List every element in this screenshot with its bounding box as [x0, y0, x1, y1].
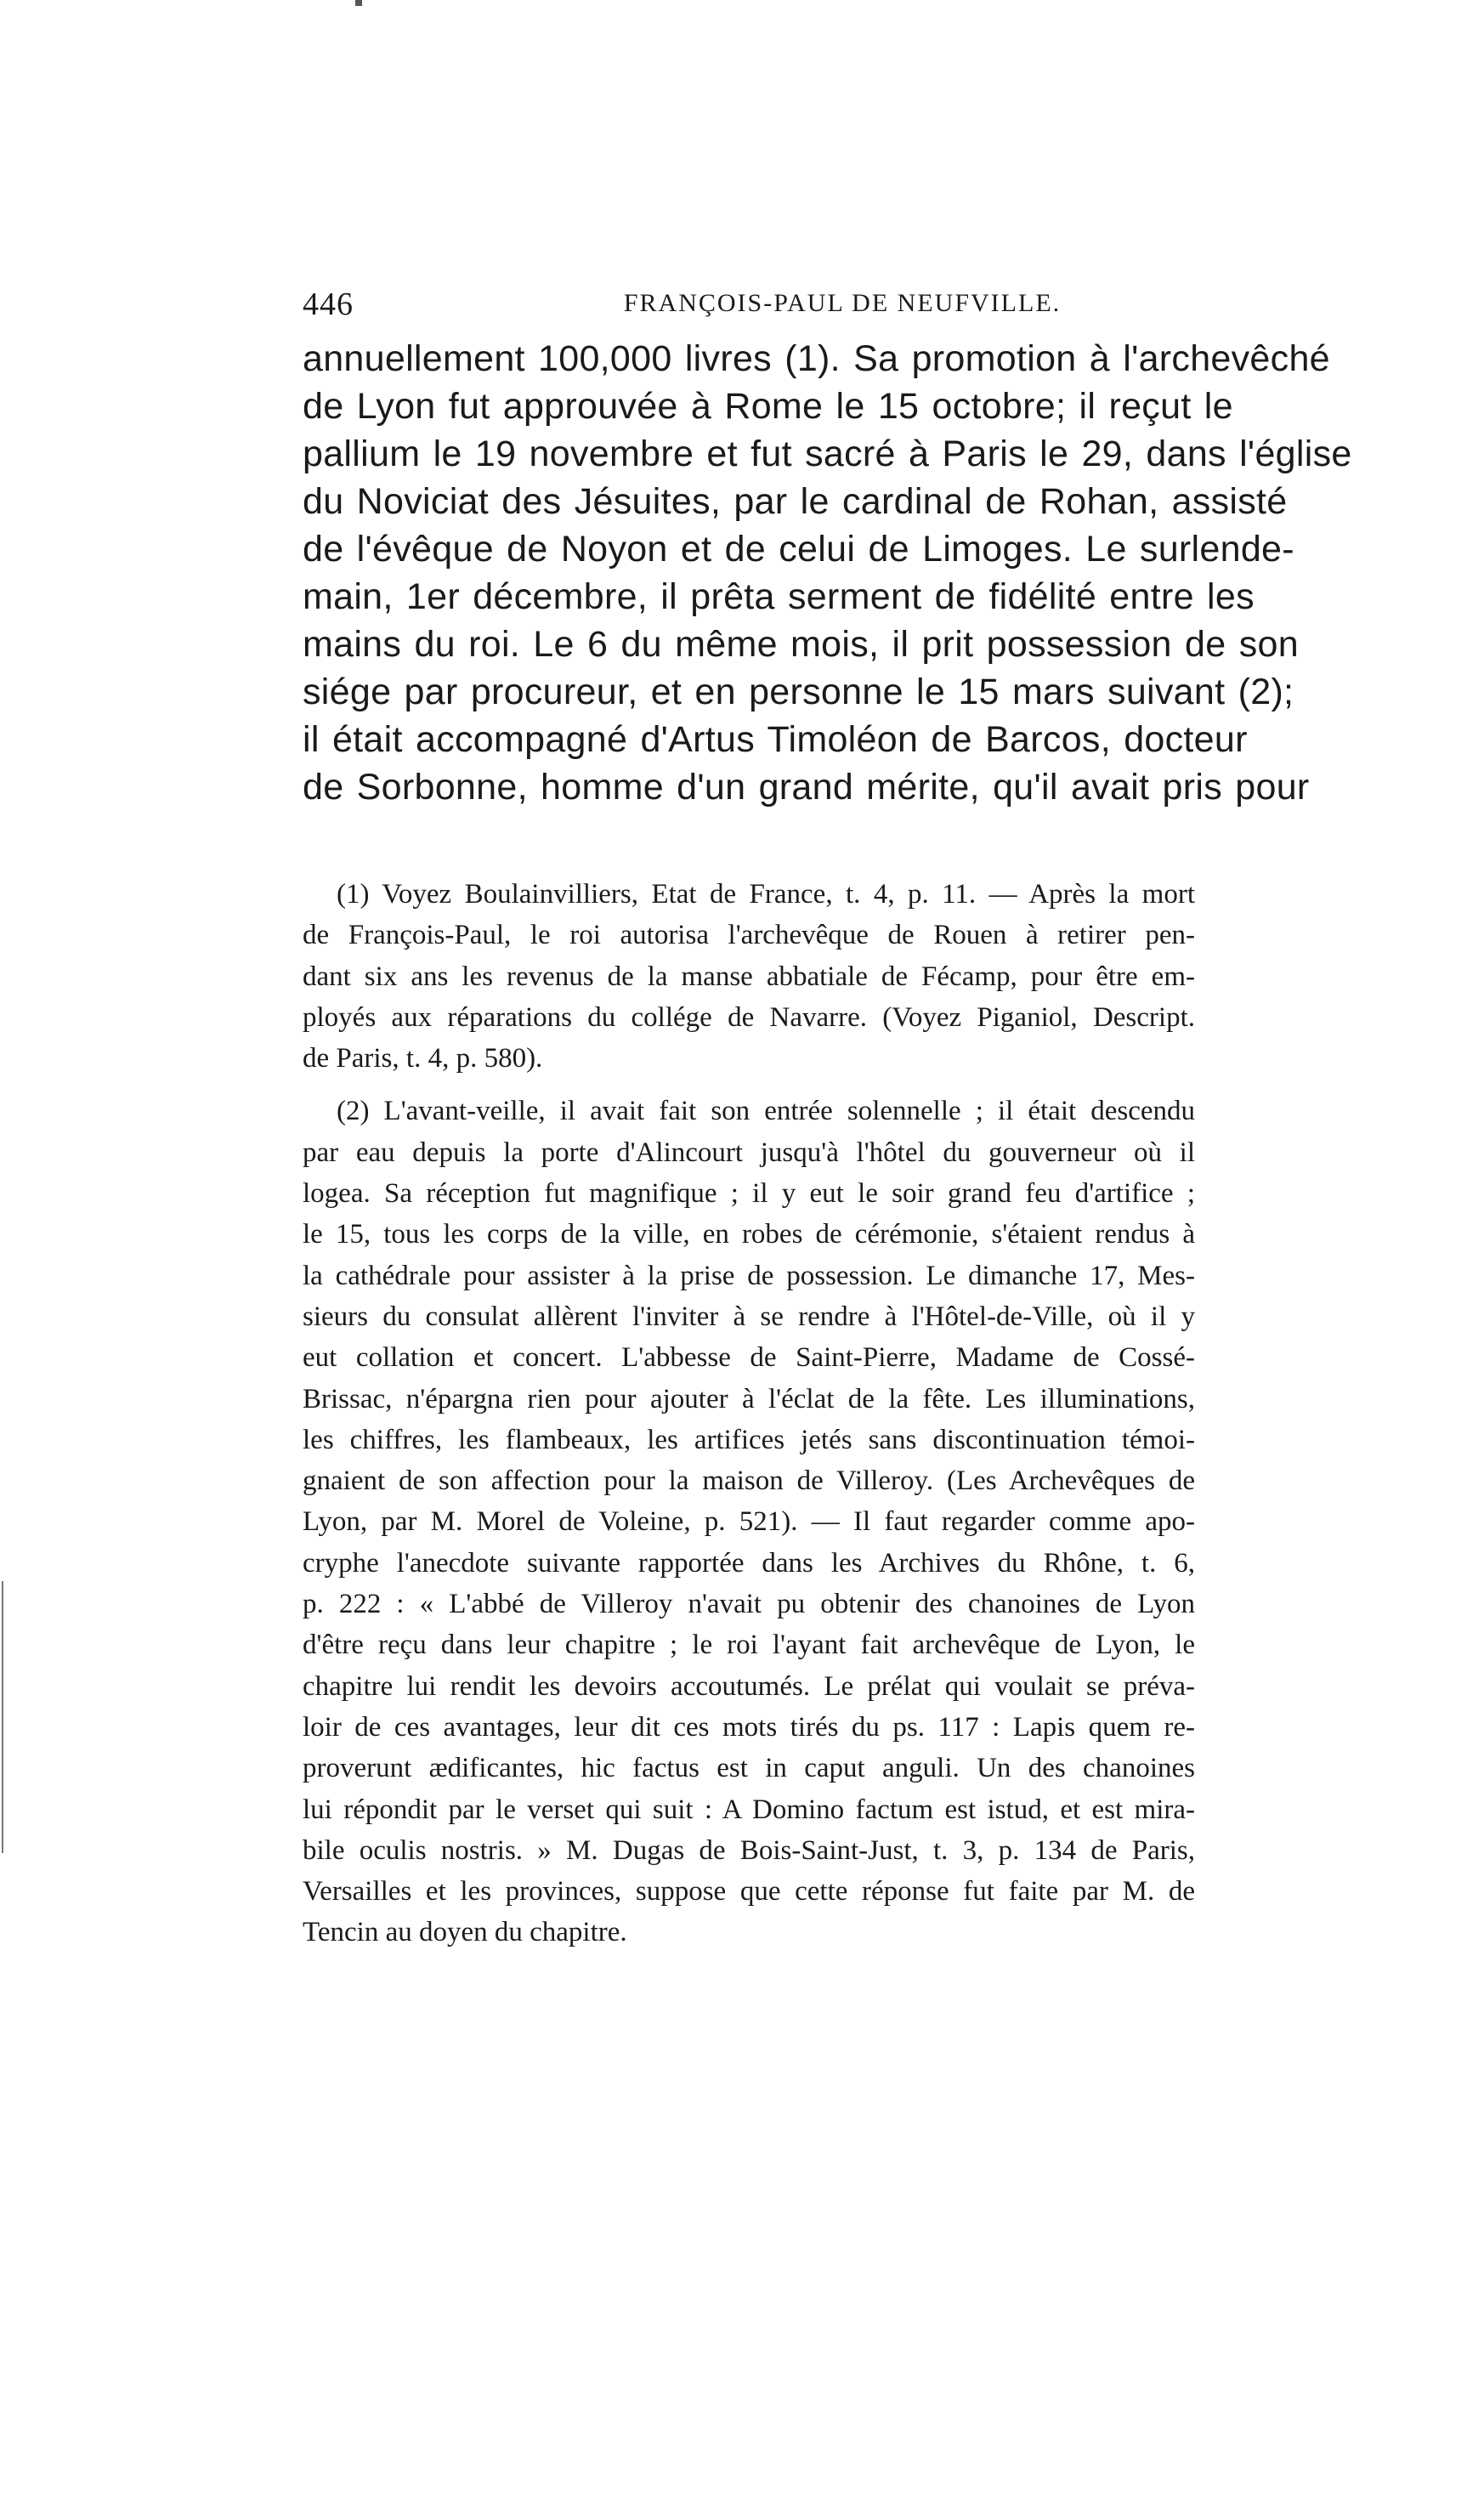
- footnote-line: ployés aux réparations du collége de Navarre. (Voyez Piganiol, Descript.: [303, 1001, 1195, 1033]
- footnote-line: la cathédrale pour assister à la prise de possession. Le dimanche 17, Mes-: [303, 1260, 1195, 1291]
- footnote-line: (2) L'avant-veille, il avait fait son entrée solennelle ; il était descendu: [337, 1096, 1195, 1127]
- footnote-1: [303, 874, 1195, 1079]
- text-line: il était accompagné d'Artus Timoléon de Barcos, docteur: [303, 719, 1248, 760]
- footnotes: [303, 874, 1195, 1953]
- footnote-line: sieurs du consulat allèrent l'inviter à se rendre à l'Hôtel-de-Ville, où il y: [303, 1301, 1195, 1332]
- footnote-line: Tencin au doyen du chapitre.: [303, 1917, 627, 1948]
- footnote-2: [303, 1091, 1195, 1953]
- footnote-line: proverunt ædificantes, hic factus est in caput anguli. Un des chanoines: [303, 1753, 1195, 1784]
- footnote-line: d'être reçu dans leur chapitre ; le roi l'ayant fait archevêque de Lyon, le: [303, 1630, 1195, 1661]
- footnote-line: dant six ans les revenus de la manse abbatiale de Fécamp, pour être em-: [303, 961, 1195, 992]
- footnote-line: gnaient de son affection pour la maison de Villeroy. (Les Archevêques de: [303, 1465, 1195, 1497]
- footnote-line: logea. Sa réception fut magnifique ; il y eut le soir grand feu d'artifice ;: [303, 1178, 1195, 1210]
- footnote-line: de Paris, t. 4, p. 580).: [303, 1043, 543, 1074]
- page-header: [303, 286, 1195, 328]
- text-line: annuellement 100,000 livres (1). Sa promotion à l'archevêché: [303, 338, 1330, 379]
- footnote-line: chapitre lui rendit les devoirs accoutumés. Le prélat qui voulait se préva-: [303, 1670, 1195, 1702]
- text-line: de l'évêque de Noyon et de celui de Limoges. Le surlende-: [303, 529, 1294, 570]
- scan-artifact-left-bar: [2, 1581, 3, 1853]
- text-line: de Sorbonne, homme d'un grand mérite, qu'il avait pris pour: [303, 767, 1310, 808]
- footnote-line: Versailles et les provinces, suppose que cette réponse fut faite par M. de: [303, 1876, 1195, 1908]
- footnote-line: Lyon, par M. Morel de Voleine, p. 521). — Il faut regarder comme apo-: [303, 1506, 1195, 1538]
- footnote-line: les chiffres, les flambeaux, les artifices jetés sans discontinuation témoi-: [303, 1424, 1195, 1455]
- text-line: main, 1er décembre, il prêta serment de fidélité entre les: [303, 576, 1255, 617]
- text-line: de Lyon fut approuvée à Rome le 15 octobre; il reçut le: [303, 386, 1233, 427]
- footnote-line: bile oculis nostris. » M. Dugas de Bois-Saint-Just, t. 3, p. 134 de Paris,: [303, 1834, 1195, 1866]
- footnote-line: Brissac, n'épargna rien pour ajouter à l'éclat de la fête. Les illuminations,: [303, 1383, 1195, 1414]
- page-number: 446: [303, 286, 354, 322]
- scan-artifact-top: [355, 0, 362, 6]
- footnote-line: eut collation et concert. L'abbesse de Saint-Pierre, Madame de Cossé-: [303, 1342, 1195, 1374]
- footnote-line: (1) Voyez Boulainvilliers, Etat de France, t. 4, p. 11. — Après la mort: [337, 879, 1195, 910]
- text-line: mains du roi. Le 6 du même mois, il prit possession de son: [303, 624, 1299, 665]
- text-line: siége par procureur, et en personne le 15 mars suivant (2);: [303, 672, 1294, 712]
- running-title: FRANÇOIS-PAUL DE NEUFVILLE.: [623, 289, 1062, 317]
- text-line: pallium le 19 novembre et fut sacré à Paris le 29, dans l'église: [303, 434, 1352, 474]
- footnote-line: loir de ces avantages, leur dit ces mots tirés du ps. 117 : Lapis quem re-: [303, 1711, 1195, 1743]
- main-text: [303, 335, 1352, 811]
- footnote-line: par eau depuis la porte d'Alincourt jusqu'à l'hôtel du gouverneur où il: [303, 1137, 1195, 1168]
- footnote-line: cryphe l'anecdote suivante rapportée dans les Archives du Rhône, t. 6,: [303, 1547, 1195, 1579]
- footnote-line: de François-Paul, le roi autorisa l'archevêque de Rouen à retirer pen-: [303, 920, 1195, 951]
- footnote-line: le 15, tous les corps de la ville, en robes de cérémonie, s'étaient rendus à: [303, 1219, 1195, 1250]
- text-line: du Noviciat des Jésuites, par le cardinal de Rohan, assisté: [303, 481, 1288, 522]
- footnote-line: lui répondit par le verset qui suit : A Domino factum est istud, et est mira-: [303, 1794, 1195, 1825]
- footnote-line: p. 222 : « L'abbé de Villeroy n'avait pu obtenir des chanoines de Lyon: [303, 1589, 1195, 1620]
